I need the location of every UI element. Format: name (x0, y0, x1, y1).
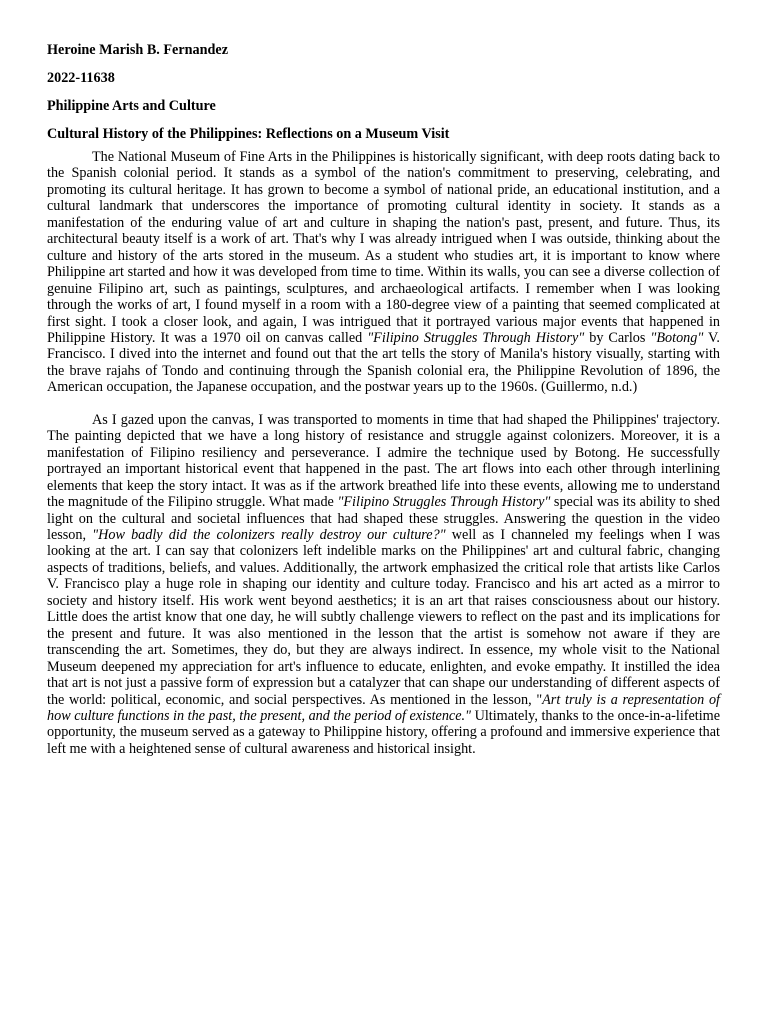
paragraph-1 (47, 149, 720, 396)
paragraph-2-text-3: well as I channeled my feelings when I was looking at the art. I can say that colonizers left indelible marks on the Philippines' art and cultural fabric, changing aspects of traditions, beliefs, and values. Additionally, the artwork emphasized the critical role that artists like Carlos V. Francisco play a huge role in shaping our identity and culture today. Francisco and his art acted as a mirror to society and history itself. His work went beyond aesthetics; it is an art that raises consciousness about our history. Little does the artist know that one day, he will subtly challenge viewers to reflect on the past and its implications for the present and future. It was also mentioned in the lesson that the artist is somehow not aware if they are transcending the art. Sometimes, they do, but they are always indirect. In essence, my whole visit to the National Museum deepened my appreciation for art's influence to educate, enlighten, and evoke empathy. It instilled the idea that art is not just a passive form of expression but a catalyzer that can shape our understanding of different aspects of the world: political, economic, and social perspectives. As mentioned in the lesson, " (47, 526, 720, 708)
student-number: 2022-11638 (47, 70, 115, 86)
author-name: Heroine Marish B. Fernandez (47, 42, 229, 58)
paragraph-2-lesson-quote: Art truly is a representation of how culture functions in the past, the present, and the period of existence." (47, 691, 720, 724)
paragraph-1-text-3: V. Francisco. I dived into the internet and found out that the art tells the story of Manila's history visually, starting with the brave rajahs of Tondo and continuing through the Spanish colonial era, the Philippine Revolution of 1896, the American occupation, the Japanese occupation, and the postwar years up to the 1960s. (Guillermo, n.d.) (47, 329, 720, 396)
document-page (47, 41, 720, 773)
course-name: Philippine Arts and Culture (47, 98, 216, 114)
paragraph-1-artist-nickname: "Botong" (650, 329, 704, 346)
paragraph-2-text-4: Ultimately, thanks to the once-in-a-lifetime opportunity, the museum served as a gateway to Philippine history, offering a profound and immersive experience that left me with a heightened sense of cultural awareness and historical insight. (47, 707, 720, 757)
essay-title: Cultural History of the Philippines: Reflections on a Museum Visit (47, 126, 450, 142)
paragraph-2-lesson-question: "How badly did the colonizers really destroy our culture?" (92, 526, 446, 543)
paragraph-1-text-2: by Carlos (584, 329, 651, 346)
paragraph-1-artwork-title: "Filipino Struggles Through History" (367, 329, 585, 346)
paragraph-2-artwork-title: "Filipino Struggles Through History" (337, 494, 551, 511)
paragraph-2-text-1: As I gazed upon the canvas, I was transported to moments in time that had shaped the Philippines' trajectory. The painting depicted that we have a long history of resistance and struggle against colonizers. Moreover, it is a manifestation of Filipino resiliency and perseverance. I admire the technique used by Botong. He successfully portrayed an important historical event that happened in the past. The art flows into each other through interlining elements that keep the story intact. It was as if the artwork breathed life into these events, allowing me to understand the magnitude of the Filipino struggle. What made (47, 411, 720, 511)
paragraph-2-text-2: special was its ability to shed light on the cultural and societal influences that had shaped these struggles. Answering the question in the video lesson, (47, 494, 720, 543)
paragraph-1-text-1: The National Museum of Fine Arts in the Philippines is historically significant, with deep roots dating back to the Spanish colonial period. It stands as a symbol of the nation's commitment to preserving, celebrating, and promoting its cultural heritage. It has grown to become a symbol of national pride, an educational institution, and a cultural landmark that underscores the importance of promoting cultural identity in society. It stands as a manifestation of the enduring value of art and culture in shaping the nation's past, present, and future. Thus, its architectural beauty itself is a work of art. That's why I was already intrigued when I was outside, thinking about the culture and history of the arts stored in the museum. As a student who studies art, it is important to know where Philippine art started and how it was developed from time to time. Within its walls, you can see a diverse collection of genuine Filipino art, such as paintings, sculptures, and archaeological artifacts. I remember when I was looking through the works of art, I found myself in a room with a 180-degree view of a painting that seemed complicated at first sight. I took a closer look, and again, I was intrigued that it portrayed various major events that happened in Philippine History. It was a 1970 oil on canvas called (47, 149, 720, 346)
paragraph-2 (47, 412, 720, 758)
